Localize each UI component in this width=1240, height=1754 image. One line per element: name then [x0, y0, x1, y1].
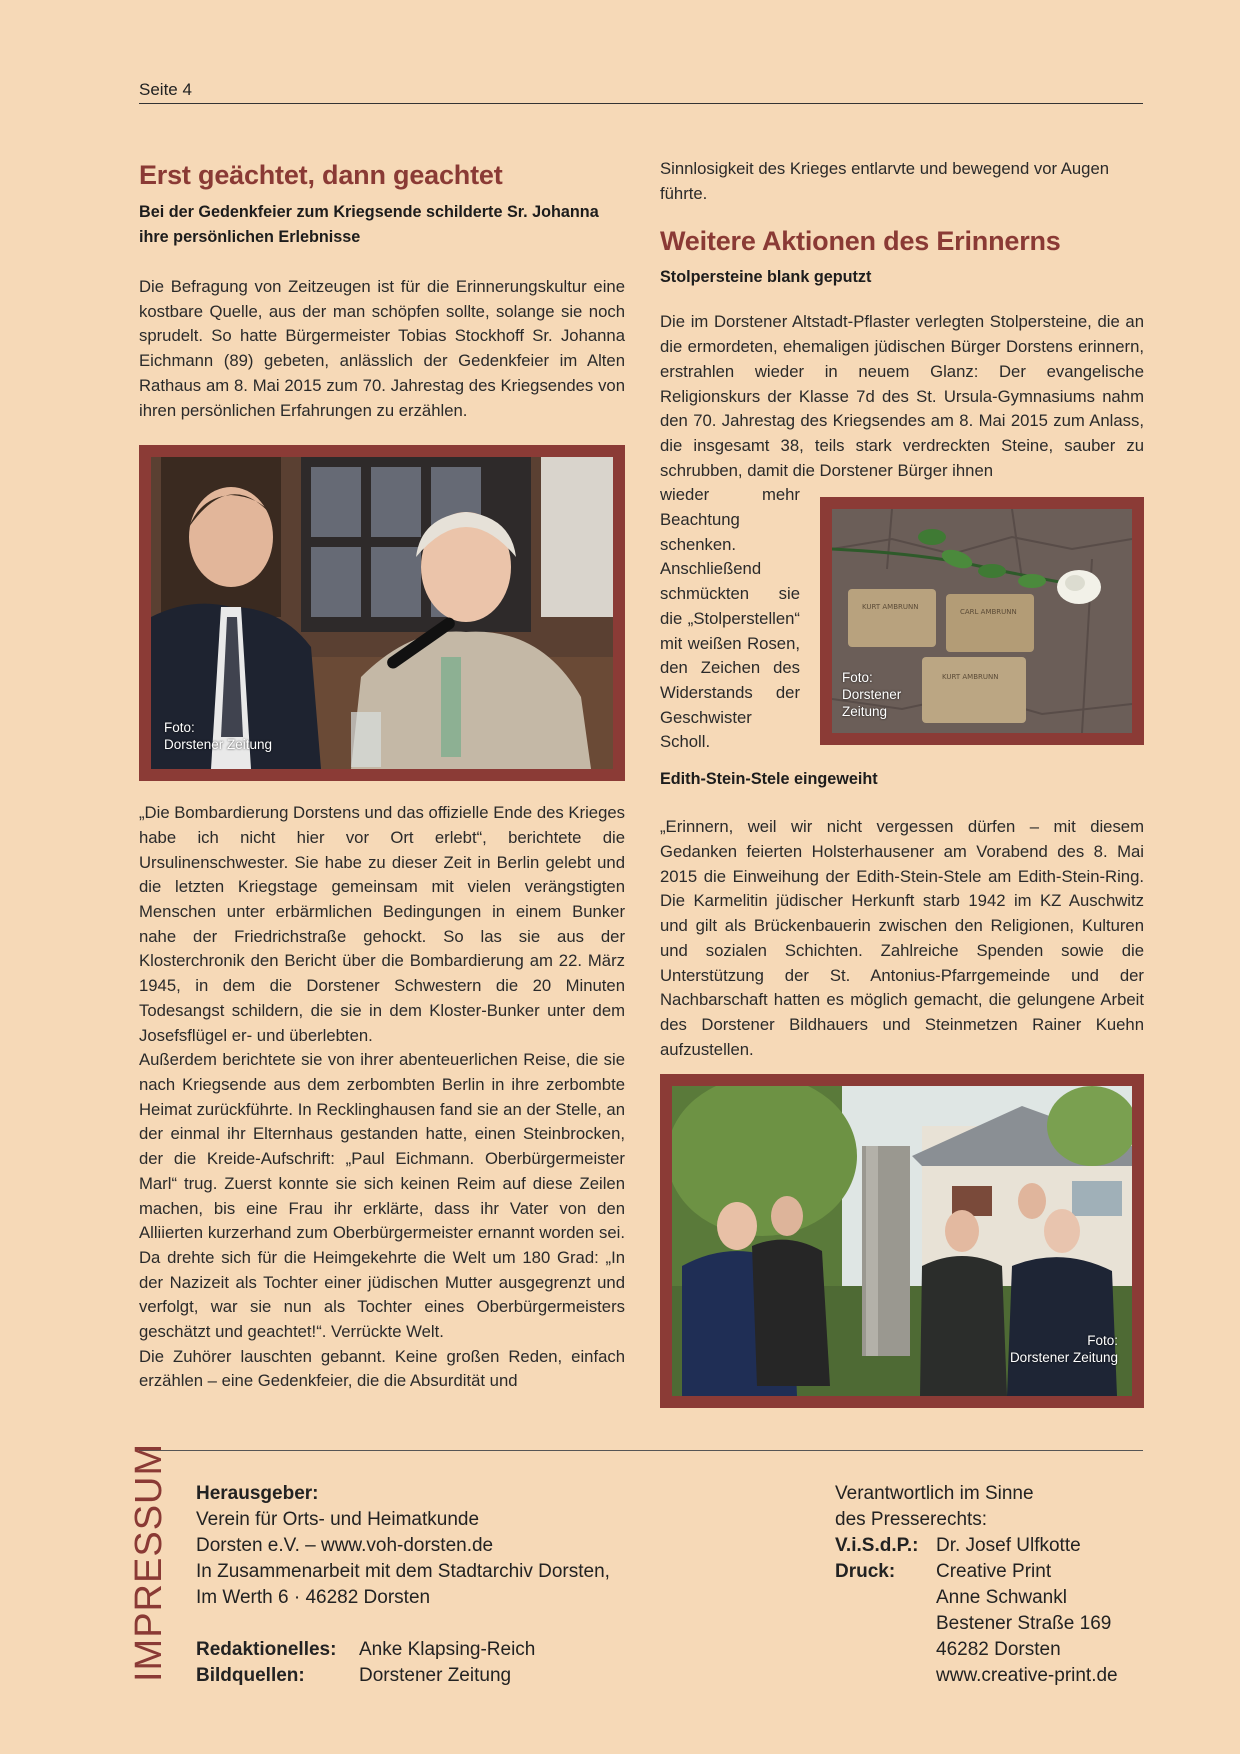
print-line-2: Anne Schwankl: [936, 1587, 1067, 1608]
article-body-3: Die Zuhörer lauschten gebannt. Keine großen Reden, einfach erzählen – eine Gedenkfeier, die die Absurdität und: [139, 1346, 625, 1391]
print-label: Druck:: [835, 1561, 896, 1582]
page-number: Seite 4: [139, 80, 192, 99]
stolpersteine-paragraph: Die im Dorstener Altstadt-Pflaster verlegten Stolpersteine, die an die ermordeten, ehemaligen jüdischen Bürger Dorstens erinnern, erstrahlen wieder in neuem Glanz: Der evangelische Religionskurs der Klasse 7d des St. Ursula-Gymnasiums nahm den 70. Jahrestag des Kriegsendes am 8. Mai 2015 zum Anlass, die insgesamt 38, teils stark verdreckten Steine, sauber zu schrubben, damit die Dorstener Bürger ihnen: [660, 312, 1144, 480]
stone-text-2: CARL AMBRUNN: [960, 608, 1017, 617]
article-body-2: Außerdem berichtete sie von ihrer abenteuerlichen Reise, die sie nach Kriegsende aus dem zerbombten Berlin in ihre zerbombte Heimat zurückführte. In Recklinghausen fand sie an der Stelle, an der einmal ihr Elternhaus gestanden hatte, einen Steinbrocken, der die Kreide-Aufschrift: „Paul Eichmann. Oberbürgermeister Marl“ trug. Zuerst konnte sie sich keinen Reim auf diese Zeilen machen, bis eine Frau ihr erklärte, dass ihr Vater von den Alliierten kurzerhand zum Oberbürgermeister ernannt worden sei. Da drehte sich für die Heimgekehrte die Welt um 180 Grad: „In der Nazizeit als Tochter einer jüdischen Mutter ausgegrenzt und verfolgt, war sie nun als Tochter eines Oberbürgermeisters geschätzt und geachtet!“. Verrückte Welt.: [139, 1050, 625, 1342]
editorial-row: [196, 1637, 610, 1663]
article-subtitle: Bei der Gedenkfeier zum Kriegsende schilderte Sr. Johanna ihre persönlichen Erlebnisse: [139, 203, 599, 247]
publisher-line-3: In Zusammenarbeit mit dem Stadtarchiv Dorsten,: [196, 1561, 610, 1582]
photo-interview: [139, 445, 625, 781]
stele-paragraph: „Erinnern, weil wir nicht vergessen dürfen – mit diesem Gedanken feierten Holsterhausener am Vorabend des 8. Mai 2015 die Einweihung der Edith-Stein-Stele am Edith-Stein-Ring. Die Karmelitin jüdischer Herkunft starb 1942 im KZ Auschwitz und gilt als Brückenbauerin zwischen den Religionen, Kulturen und sozialen Schichten. Zahlreiche Spenden sowie die Unterstützung der St. Antonius-Pfarrgemeinde und der Nachbarschaft hatten es möglich gemacht, die gelungene Arbeit des Dorstener Bildhauers und Steinmetzen Rainer Kuehn aufzustellen.: [660, 817, 1144, 1059]
print-row: [835, 1559, 1118, 1689]
print-line-3: Bestener Straße 169: [936, 1613, 1112, 1634]
stolpersteine-paragraph-wrap: wieder mehr Beachtung schenken. Anschließend schmückten sie die „Stolperstellen“ mit weißen Rosen, den Zeichen des Widerstands der Geschwister Scholl.: [660, 485, 800, 752]
stone-text-3: KURT AMBRUNN: [942, 673, 999, 682]
editorial-value: Anke Klapsing-Reich: [359, 1639, 536, 1660]
photo-interview-caption: Foto: Dorstener Zeitung: [164, 720, 273, 753]
page-header: [139, 80, 1143, 104]
resp-line-1: Verantwortlich im Sinne: [835, 1483, 1034, 1504]
images-row: [196, 1663, 610, 1689]
impressum-responsibility: [835, 1481, 1118, 1689]
photo-stolpersteine: [820, 497, 1144, 745]
print-line-5: www.creative-print.de: [936, 1665, 1118, 1686]
article-intro: Die Befragung von Zeitzeugen ist für die Erinnerungskultur eine kostbare Quelle, aus der man schöpfen sollte, solange sie noch sprudelt. So hatte Bürgermeister Tobias Stockhoff Sr. Johanna Eichmann (89) gebeten, anlässlich der Gedenkfeier im Alten Rathaus am 8. Mai 2015 zum 70. Jahrestag des Kriegsendes von ihren persönlichen Erfahrungen zu erzählen.: [139, 277, 625, 420]
photo-stele: [660, 1074, 1144, 1408]
images-label: Bildquellen:: [196, 1665, 305, 1686]
editorial-label: Redaktionelles:: [196, 1639, 337, 1660]
article-body-1: „Die Bombardierung Dorstens und das offizielle Ende des Krieges habe ich nicht hier vor Ort erlebt“, berichtete die Ursulinenschwester. Sie habe zu dieser Zeit in Berlin gelebt und die letzten Kriegstage gemeinsam mit vielen verängstigten Menschen unter erbärmlichen Bedingungen in einem Bunker nahe der Friedrichstraße gehockt. So las sie aus der Klosterchronik den Bericht über die Bombardierung am 22. März 1945, in dem die Dorstener Schwestern die 20 Minuten Todesangst schildern, die sie in dem Kloster-Bunker unter dem Josefsflügel er- und überlebten.: [139, 803, 625, 1045]
publisher-line-4: Im Werth 6 · 46282 Dorsten: [196, 1587, 431, 1608]
impressum-label: IMPRESSUM: [128, 1442, 170, 1682]
publisher-label: Herausgeber:: [196, 1483, 319, 1504]
visdp-row: [835, 1533, 1118, 1559]
section-sub-stolpersteine: Stolpersteine blank geputzt: [660, 268, 872, 287]
left-column: [139, 160, 625, 1394]
images-value: Dorstener Zeitung: [359, 1665, 512, 1686]
impressum-publisher: [196, 1481, 610, 1689]
section-title: Weitere Aktionen des Erinnerns: [660, 226, 1061, 257]
photo-stolpersteine-caption: Foto: Dorstener Zeitung: [842, 670, 902, 720]
print-line-4: 46282 Dorsten: [936, 1639, 1061, 1660]
photo-stele-caption: Foto: Dorstener Zeitung: [1009, 1333, 1118, 1366]
stone-text-1: KURT AMBRUNN: [862, 603, 919, 612]
article-title: Erst geächtet, dann geachtet: [139, 160, 503, 190]
right-column: [660, 160, 1144, 1408]
print-line-1: Creative Print: [936, 1561, 1052, 1582]
article-continuation: Sinnlosigkeit des Krieges entlarvte und bewegend vor Augen führte.: [660, 159, 1110, 203]
footer-divider: [139, 1450, 1143, 1451]
section-sub-stele: Edith-Stein-Stele eingeweiht: [660, 770, 878, 789]
publisher-line-1: Verein für Orts- und Heimatkunde: [196, 1509, 480, 1530]
visdp-value: Dr. Josef Ulfkotte: [936, 1535, 1081, 1556]
resp-line-2: des Presserechts:: [835, 1509, 988, 1530]
publisher-line-2: Dorsten e.V. – www.voh-dorsten.de: [196, 1535, 494, 1556]
stolpersteine-wrap: [660, 483, 1144, 753]
visdp-label: V.i.S.d.P.:: [835, 1535, 919, 1556]
